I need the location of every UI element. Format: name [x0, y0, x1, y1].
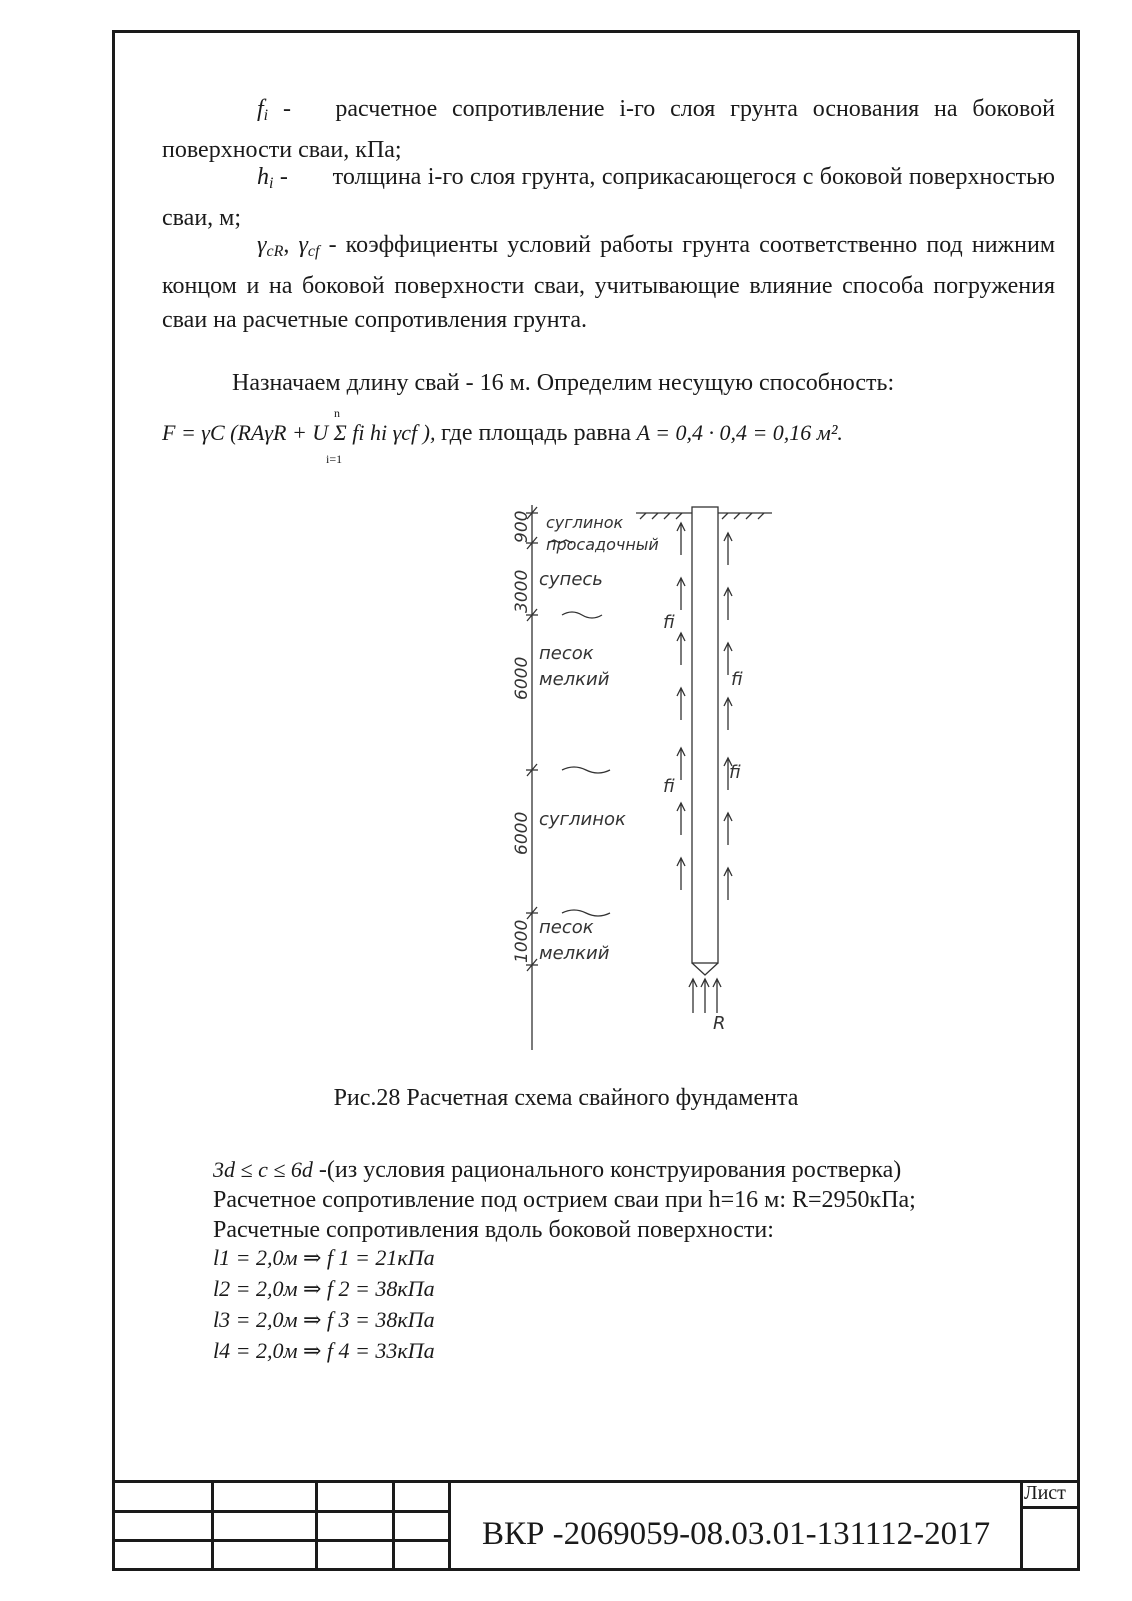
stamp-col-3 [392, 1480, 395, 1571]
stamp-row-line-1 [112, 1510, 449, 1513]
sum-upper-limit: n [334, 406, 340, 420]
left-arrows [677, 523, 685, 890]
hi-subscript: i [269, 175, 274, 192]
dim-6000-2: 6000 [512, 811, 532, 855]
dim-900: 900 [512, 510, 532, 543]
stamp-col-4 [448, 1480, 451, 1571]
right-arrows [724, 533, 732, 900]
gamma-symbol-2: γ [298, 232, 308, 258]
force-fi-right-1: fi [731, 669, 743, 690]
condition-text: -(из условия рационального конструирования ростверка) [318, 1157, 902, 1183]
layer-2-line: l2 = 2,0м ⇒ f 2 = 38кПа [213, 1276, 435, 1301]
fi-subscript: i [263, 107, 269, 124]
condition-formula: 3d ≤ c ≤ 6d [213, 1157, 313, 1182]
dim-3000: 3000 [512, 569, 532, 613]
layer-4-line: l4 = 2,0м ⇒ f 4 = 33кПа [213, 1338, 435, 1363]
hi-symbol: h [257, 164, 269, 190]
tip-resistance-line: Расчетное сопротивление под острием сваи при h=16 м: R=2950кПа; [213, 1187, 916, 1213]
definition-gamma: $\gamma_{cR}$, $\gamma_{cf}$ - коэффициенты условий работы грунта соответственно под нижним концом и на боковой поверхности сваи, учитывающие влияние способа погружения сваи на расчетные сопротивления грунта. [162, 232, 1056, 333]
soil-fine-label-2: мелкий [539, 943, 610, 964]
sheet-label: Лист [1024, 1482, 1066, 1504]
side-resistance-line: Расчетные сопротивления вдоль боковой поверхности: [213, 1217, 774, 1243]
soil-subsiding-label: просадочный [546, 535, 659, 554]
hi-description: толщина i-го слоя грунта, соприкасающегося с боковой поверхностью сваи, м; [162, 164, 1055, 231]
stamp-row-line-2 [112, 1539, 449, 1542]
force-r-label: R [713, 1013, 726, 1034]
dim-1000: 1000 [512, 919, 532, 963]
figure-caption: Рис.28 Расчетная схема свайного фундамента [333, 1085, 799, 1111]
definition-hi: $h_i$ - толщина i-го слоя грунта, соприкасающегося с боковой поверхностью сваи, м; [162, 164, 1055, 231]
stamp-col-2 [315, 1480, 318, 1571]
gamma-subscript-1: cR [266, 243, 284, 260]
layer-1-line: l1 = 2,0м ⇒ f 1 = 21кПа [213, 1245, 435, 1270]
soil-loam-label-2: суглинок [539, 809, 626, 830]
gamma-description: коэффициенты условий работы грунта соответственно под нижним концом и на боковой поверхности сваи, учитывающие влияние способа погружения сваи на расчетные сопротивления грунта. [162, 232, 1056, 333]
gamma-symbol-1: γ [257, 232, 267, 258]
soil-sand-label-2: песок [539, 917, 594, 938]
stamp-col-5 [1020, 1480, 1023, 1571]
formula-area: A = 0,4 · 0,4 = 0,16 м². [636, 420, 843, 445]
force-fi-right-2: fi [729, 762, 741, 783]
pile-scheme-diagram [0, 495, 1132, 1095]
force-fi-left-1: fi [663, 612, 675, 633]
formula-main: F = γC (RAγR + U Σ fi hi γcf ), [162, 420, 436, 445]
gamma-subscript-2: cf [307, 243, 320, 260]
stamp-col-1 [211, 1480, 214, 1571]
layer-3-line: l3 = 2,0м ⇒ f 3 = 38кПа [213, 1307, 435, 1332]
title-block [112, 1480, 1080, 1571]
fi-description: расчетное сопротивление i-го слоя грунта основания на боковой поверхности сваи, кПа; [162, 96, 1055, 163]
soil-sandy-loam-label: супесь [539, 569, 603, 590]
soil-sand-label-1: песок [539, 643, 594, 664]
definition-fi: $f_i$ - расчетное сопротивление i-го слоя грунта основания на боковой поверхности сваи, кПа; [162, 96, 1055, 163]
capacity-formula [162, 420, 843, 447]
sum-lower-limit: i=1 [326, 452, 343, 466]
soil-loam-label: суглинок [546, 513, 624, 532]
stamp-top-line [112, 1480, 1080, 1483]
stamp-sheet-line [1020, 1506, 1080, 1509]
intro-line: Назначаем длину свай - 16 м. Определим несущую способность: [232, 370, 895, 396]
force-fi-left-2: fi [663, 776, 675, 797]
soil-fine-label-1: мелкий [539, 669, 610, 690]
condition-line [213, 1157, 901, 1184]
formula-text: где площадь равна [440, 420, 632, 446]
document-code: ВКР -2069059-08.03.01-131112-2017 [482, 1516, 991, 1552]
dim-6000-1: 6000 [512, 656, 532, 700]
fi-symbol: f [257, 96, 264, 122]
